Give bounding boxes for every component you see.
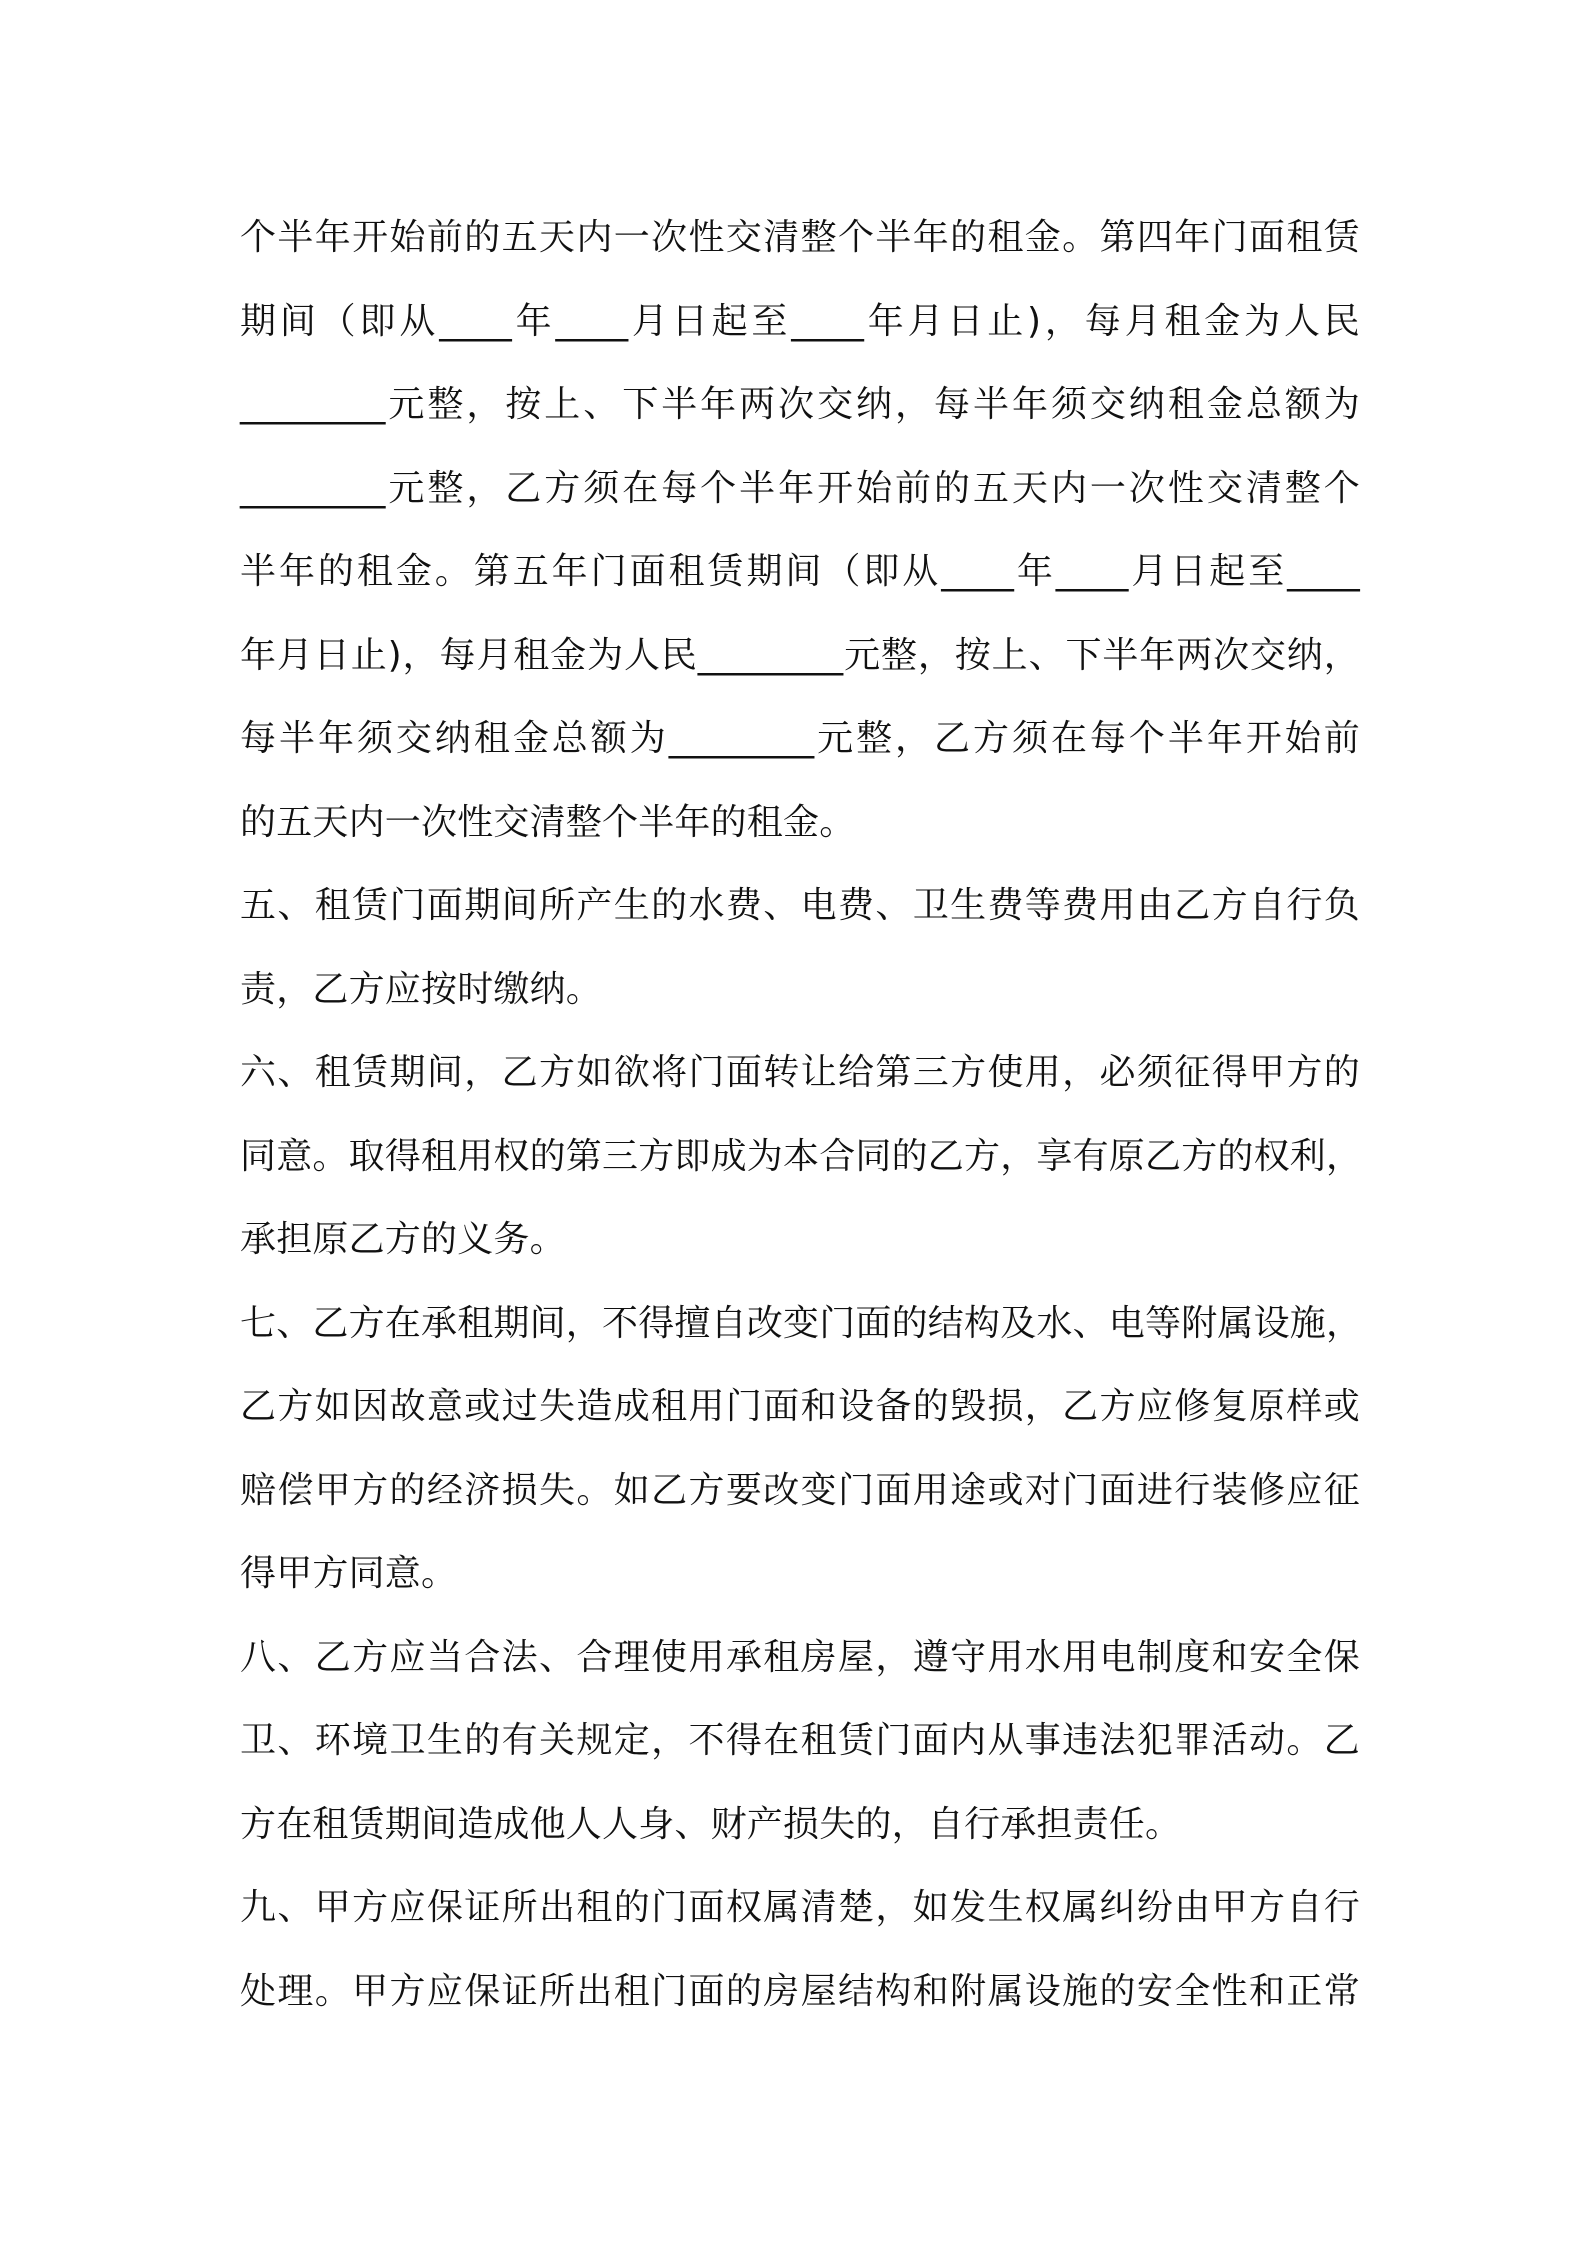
text-line: 个半年开始前的五天内一次性交清整个半年的租金。第四年门面租赁 xyxy=(240,217,1360,258)
text-line: 每半年须交纳租金总额为________元整，乙方须在每个半年开始前 xyxy=(240,718,1360,759)
text-line: 半年的租金。第五年门面租赁期间（即从____年____月日起至____ xyxy=(240,551,1360,592)
text-line: 卫、环境卫生的有关规定，不得在租赁门面内从事违法犯罪活动。乙 xyxy=(240,1720,1360,1761)
text-line: 责，乙方应按时缴纳。 xyxy=(240,968,603,1010)
text-line: ________元整，按上、下半年两次交纳，每半年须交纳租金总额为 xyxy=(240,384,1360,425)
text-line: 年月日止)，每月租金为人民________元整，按上、下半年两次交纳， xyxy=(240,634,1360,676)
text-line: 处理。甲方应保证所出租门面的房屋结构和附属设施的安全性和正常 xyxy=(240,1970,1360,2012)
text-line: 乙方如因故意或过失造成租用门面和设备的毁损，乙方应修复原样或 xyxy=(240,1386,1360,1427)
text-line: 九、甲方应保证所出租的门面权属清楚，如发生权属纠纷由甲方自行 xyxy=(240,1887,1360,1928)
text-line: ________元整，乙方须在每个半年开始前的五天内一次性交清整个 xyxy=(240,467,1360,509)
text-line: 得甲方同意。 xyxy=(240,1553,458,1594)
text-line: 七、乙方在承租期间，不得擅自改变门面的结构及水、电等附属设施， xyxy=(240,1302,1363,1344)
text-line: 同意。取得租用权的第三方即成为本合同的乙方，享有原乙方的权利， xyxy=(240,1135,1363,1177)
text-line: 五、租赁门面期间所产生的水费、电费、卫生费等费用由乙方自行负 xyxy=(240,885,1360,926)
text-line: 六、租赁期间，乙方如欲将门面转让给第三方使用，必须征得甲方的 xyxy=(240,1052,1360,1093)
text-line: 承担原乙方的义务。 xyxy=(240,1219,566,1260)
text-line: 方在租赁期间造成他人人身、财产损失的，自行承担责任。 xyxy=(240,1803,1182,1845)
contract-text-body xyxy=(240,196,1363,2033)
text-line: 八、乙方应当合法、合理使用承租房屋，遵守用水用电制度和安全保 xyxy=(240,1636,1360,1678)
text-line: 期间（即从____年____月日起至____年月日止)，每月租金为人民 xyxy=(240,300,1360,342)
text-line: 的五天内一次性交清整个半年的租金。 xyxy=(240,801,856,843)
text-line: 赔偿甲方的经济损失。如乙方要改变门面用途或对门面进行装修应征 xyxy=(240,1469,1360,1511)
